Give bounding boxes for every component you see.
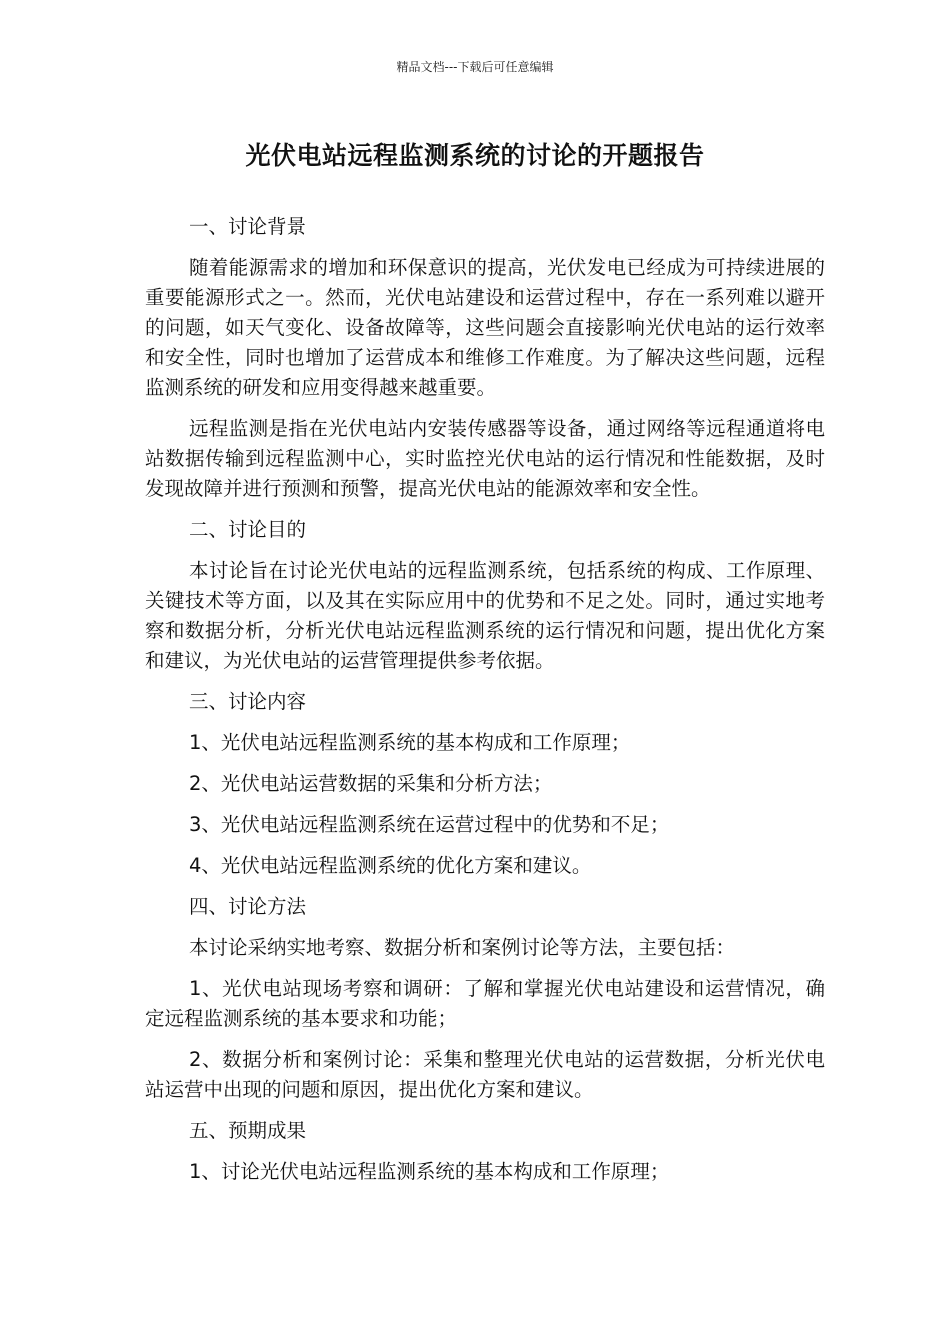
section-heading-purpose: 二、讨论目的 — [189, 518, 307, 541]
paragraph-method-intro: 本讨论采纳实地考察、数据分析和案例讨论等方法，主要包括： — [189, 936, 736, 959]
list-item: 2、光伏电站运营数据的采集和分析方法； — [189, 772, 553, 795]
paragraph-method-2: 2、数据分析和案例讨论：采集和整理光伏电站的运营数据，分析光伏电站运营中出现的问题和原因，提出优化方案和建议。 — [145, 1048, 825, 1101]
section-heading-results: 五、预期成果 — [189, 1119, 307, 1142]
list-item: 1、讨论光伏电站远程监测系统的基本构成和工作原理； — [189, 1160, 670, 1183]
list-item: 4、光伏电站远程监测系统的优化方案和建议。 — [189, 854, 592, 877]
document-body — [145, 212, 825, 1198]
section-heading-content: 三、讨论内容 — [189, 690, 307, 713]
list-item: 3、光伏电站远程监测系统在运营过程中的优势和不足； — [189, 813, 670, 836]
section-heading-background: 一、讨论背景 — [189, 215, 307, 238]
header-note: 精品文档---下载后可任意编辑 — [396, 60, 554, 74]
paragraph-background-1: 随着能源需求的增加和环保意识的提高，光伏发电已经成为可持续进展的重要能源形式之一。然而，光伏电站建设和运营过程中，存在一系列难以避开的问题，如天气变化、设备故障等，这些问题会直接影响光伏电站的运行效率和安全性，同时也增加了运营成本和维修工作难度。为了解决这些问题，远程监测系统的研发和应用变得越来越重要。 — [145, 256, 825, 399]
paragraph-background-2: 远程监测是指在光伏电站内安装传感器等设备，通过网络等远程通道将电站数据传输到远程监测中心，实时监控光伏电站的运行情况和性能数据，及时发现故障并进行预测和预警，提高光伏电站的能源效率和安全性。 — [145, 417, 825, 500]
section-heading-method: 四、讨论方法 — [189, 895, 307, 918]
document-title: 光伏电站远程监测系统的讨论的开题报告 — [245, 141, 705, 170]
paragraph-purpose: 本讨论旨在讨论光伏电站的远程监测系统，包括系统的构成、工作原理、关键技术等方面，以及其在实际应用中的优势和不足之处。同时，通过实地考察和数据分析，分析光伏电站远程监测系统的运行情况和问题，提出优化方案和建议，为光伏电站的运营管理提供参考依据。 — [145, 559, 825, 672]
list-item: 1、光伏电站远程监测系统的基本构成和工作原理； — [189, 731, 631, 754]
paragraph-method-1: 1、光伏电站现场考察和调研：了解和掌握光伏电站建设和运营情况，确定远程监测系统的基本要求和功能； — [145, 977, 825, 1030]
